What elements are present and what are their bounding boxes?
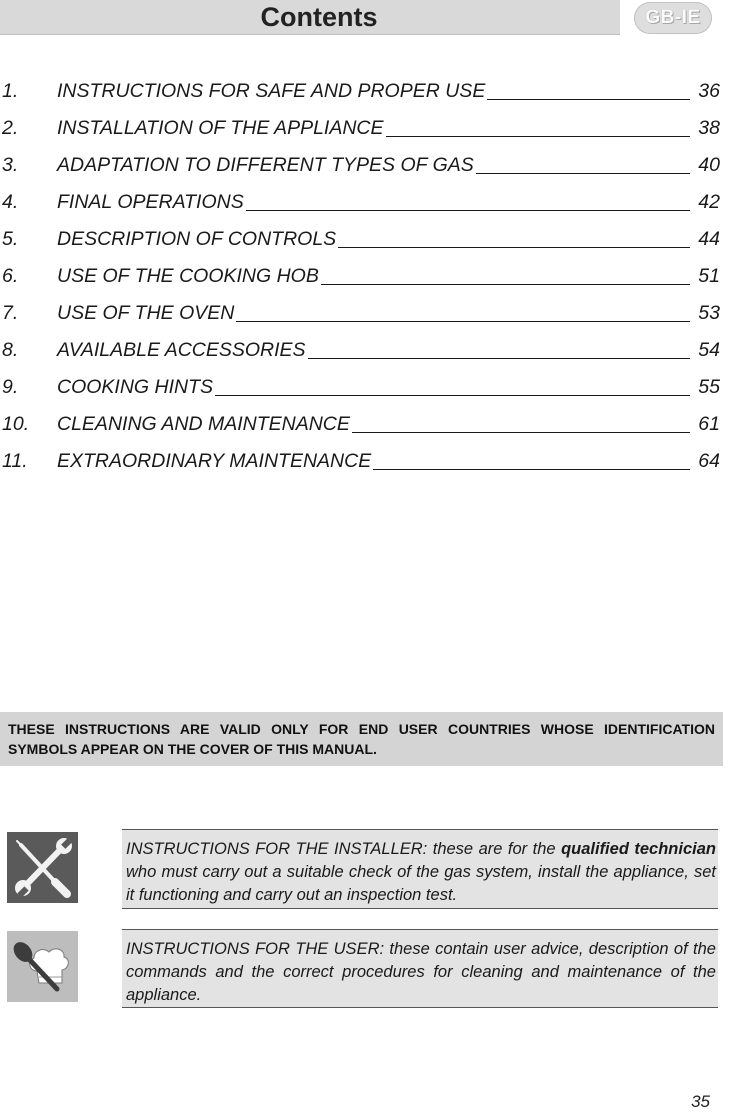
user-instructions (122, 929, 718, 1008)
toc-entry[interactable] (0, 333, 730, 370)
toc-page: 64 (698, 450, 720, 472)
toc-title: ADAPTATION TO DIFFERENT TYPES OF GAS (57, 154, 474, 176)
toc-number: 7. (2, 302, 19, 324)
installer-instructions (122, 829, 718, 909)
toc-leader (352, 431, 690, 433)
toc-leader (373, 468, 690, 470)
toc-number: 6. (2, 265, 19, 287)
toc-entry[interactable] (0, 370, 730, 407)
installer-text-end: who must carry out a suitable check of the gas system, install the appliance, set it functioning and carry out an inspection test. (126, 863, 716, 904)
toc-page: 42 (698, 191, 720, 213)
toc-title: INSTALLATION OF THE APPLIANCE (57, 117, 384, 139)
installer-text-start: INSTRUCTIONS FOR THE INSTALLER: these are for the (126, 840, 562, 858)
toc-leader (215, 394, 690, 396)
toc-page: 44 (698, 228, 720, 250)
toc-leader (386, 135, 690, 137)
toc-leader (321, 283, 690, 285)
toc-leader (338, 246, 690, 248)
table-of-contents (0, 74, 730, 481)
toc-number: 3. (2, 154, 19, 176)
toc-title: COOKING HINTS (57, 376, 214, 398)
page-title: Contents (260, 1, 378, 32)
toc-entry[interactable] (0, 444, 730, 481)
toc-leader (236, 320, 690, 322)
toc-number: 5. (2, 228, 19, 250)
toc-number: 8. (2, 339, 19, 361)
installer-text-bold: qualified technician (561, 840, 716, 858)
toc-leader (476, 172, 690, 174)
toc-page: 55 (698, 376, 720, 398)
header-bar (0, 0, 620, 35)
toc-page: 61 (698, 413, 720, 435)
toc-entry[interactable] (0, 259, 730, 296)
toc-entry[interactable] (0, 222, 730, 259)
toc-number: 4. (2, 191, 19, 213)
toc-number: 2. (2, 117, 19, 139)
toc-title: DESCRIPTION OF CONTROLS (57, 228, 337, 250)
toc-title: AVAILABLE ACCESSORIES (57, 339, 306, 361)
language-badge: GB-IE (634, 2, 712, 34)
notice-text: THESE INSTRUCTIONS ARE VALID ONLY FOR END USER COUNTRIES WHOSE IDENTIFICATION SYMBOLS APPEAR ON THE COVER OF THIS MANUAL. (8, 721, 715, 757)
toc-page: 53 (698, 302, 720, 324)
toc-number: 10. (2, 413, 30, 435)
page-number: 35 (691, 1092, 710, 1111)
toc-title: CLEANING AND MAINTENANCE (57, 413, 350, 435)
toc-number: 9. (2, 376, 19, 398)
toc-leader (246, 209, 690, 211)
validity-notice (0, 712, 723, 766)
wrench-screwdriver-icon (7, 832, 78, 903)
toc-page: 38 (698, 117, 720, 139)
toc-entry[interactable] (0, 185, 730, 222)
toc-entry[interactable] (0, 111, 730, 148)
toc-leader (308, 357, 690, 359)
user-text: INSTRUCTIONS FOR THE USER: these contain user advice, description of the commands and the correct procedures for cleaning and maintenance of the appliance. (126, 940, 716, 1004)
toc-entry[interactable] (0, 148, 730, 185)
toc-page: 51 (698, 265, 720, 287)
toc-title: USE OF THE OVEN (57, 302, 235, 324)
toc-leader (487, 98, 690, 100)
installer-text (126, 838, 716, 907)
toc-page: 40 (698, 154, 720, 176)
toc-title: EXTRAORDINARY MAINTENANCE (57, 450, 372, 472)
toc-entry[interactable] (0, 407, 730, 444)
toc-number: 1. (2, 80, 19, 102)
toc-title: USE OF THE COOKING HOB (57, 265, 319, 287)
toc-entry[interactable] (0, 296, 730, 333)
toc-title: INSTRUCTIONS FOR SAFE AND PROPER USE (57, 80, 486, 102)
toc-title: FINAL OPERATIONS (57, 191, 244, 213)
toc-number: 11. (2, 450, 28, 472)
toc-entry[interactable] (0, 74, 730, 111)
toc-page: 54 (698, 339, 720, 361)
toc-page: 36 (698, 80, 720, 102)
chef-hat-spoon-icon (7, 931, 78, 1002)
